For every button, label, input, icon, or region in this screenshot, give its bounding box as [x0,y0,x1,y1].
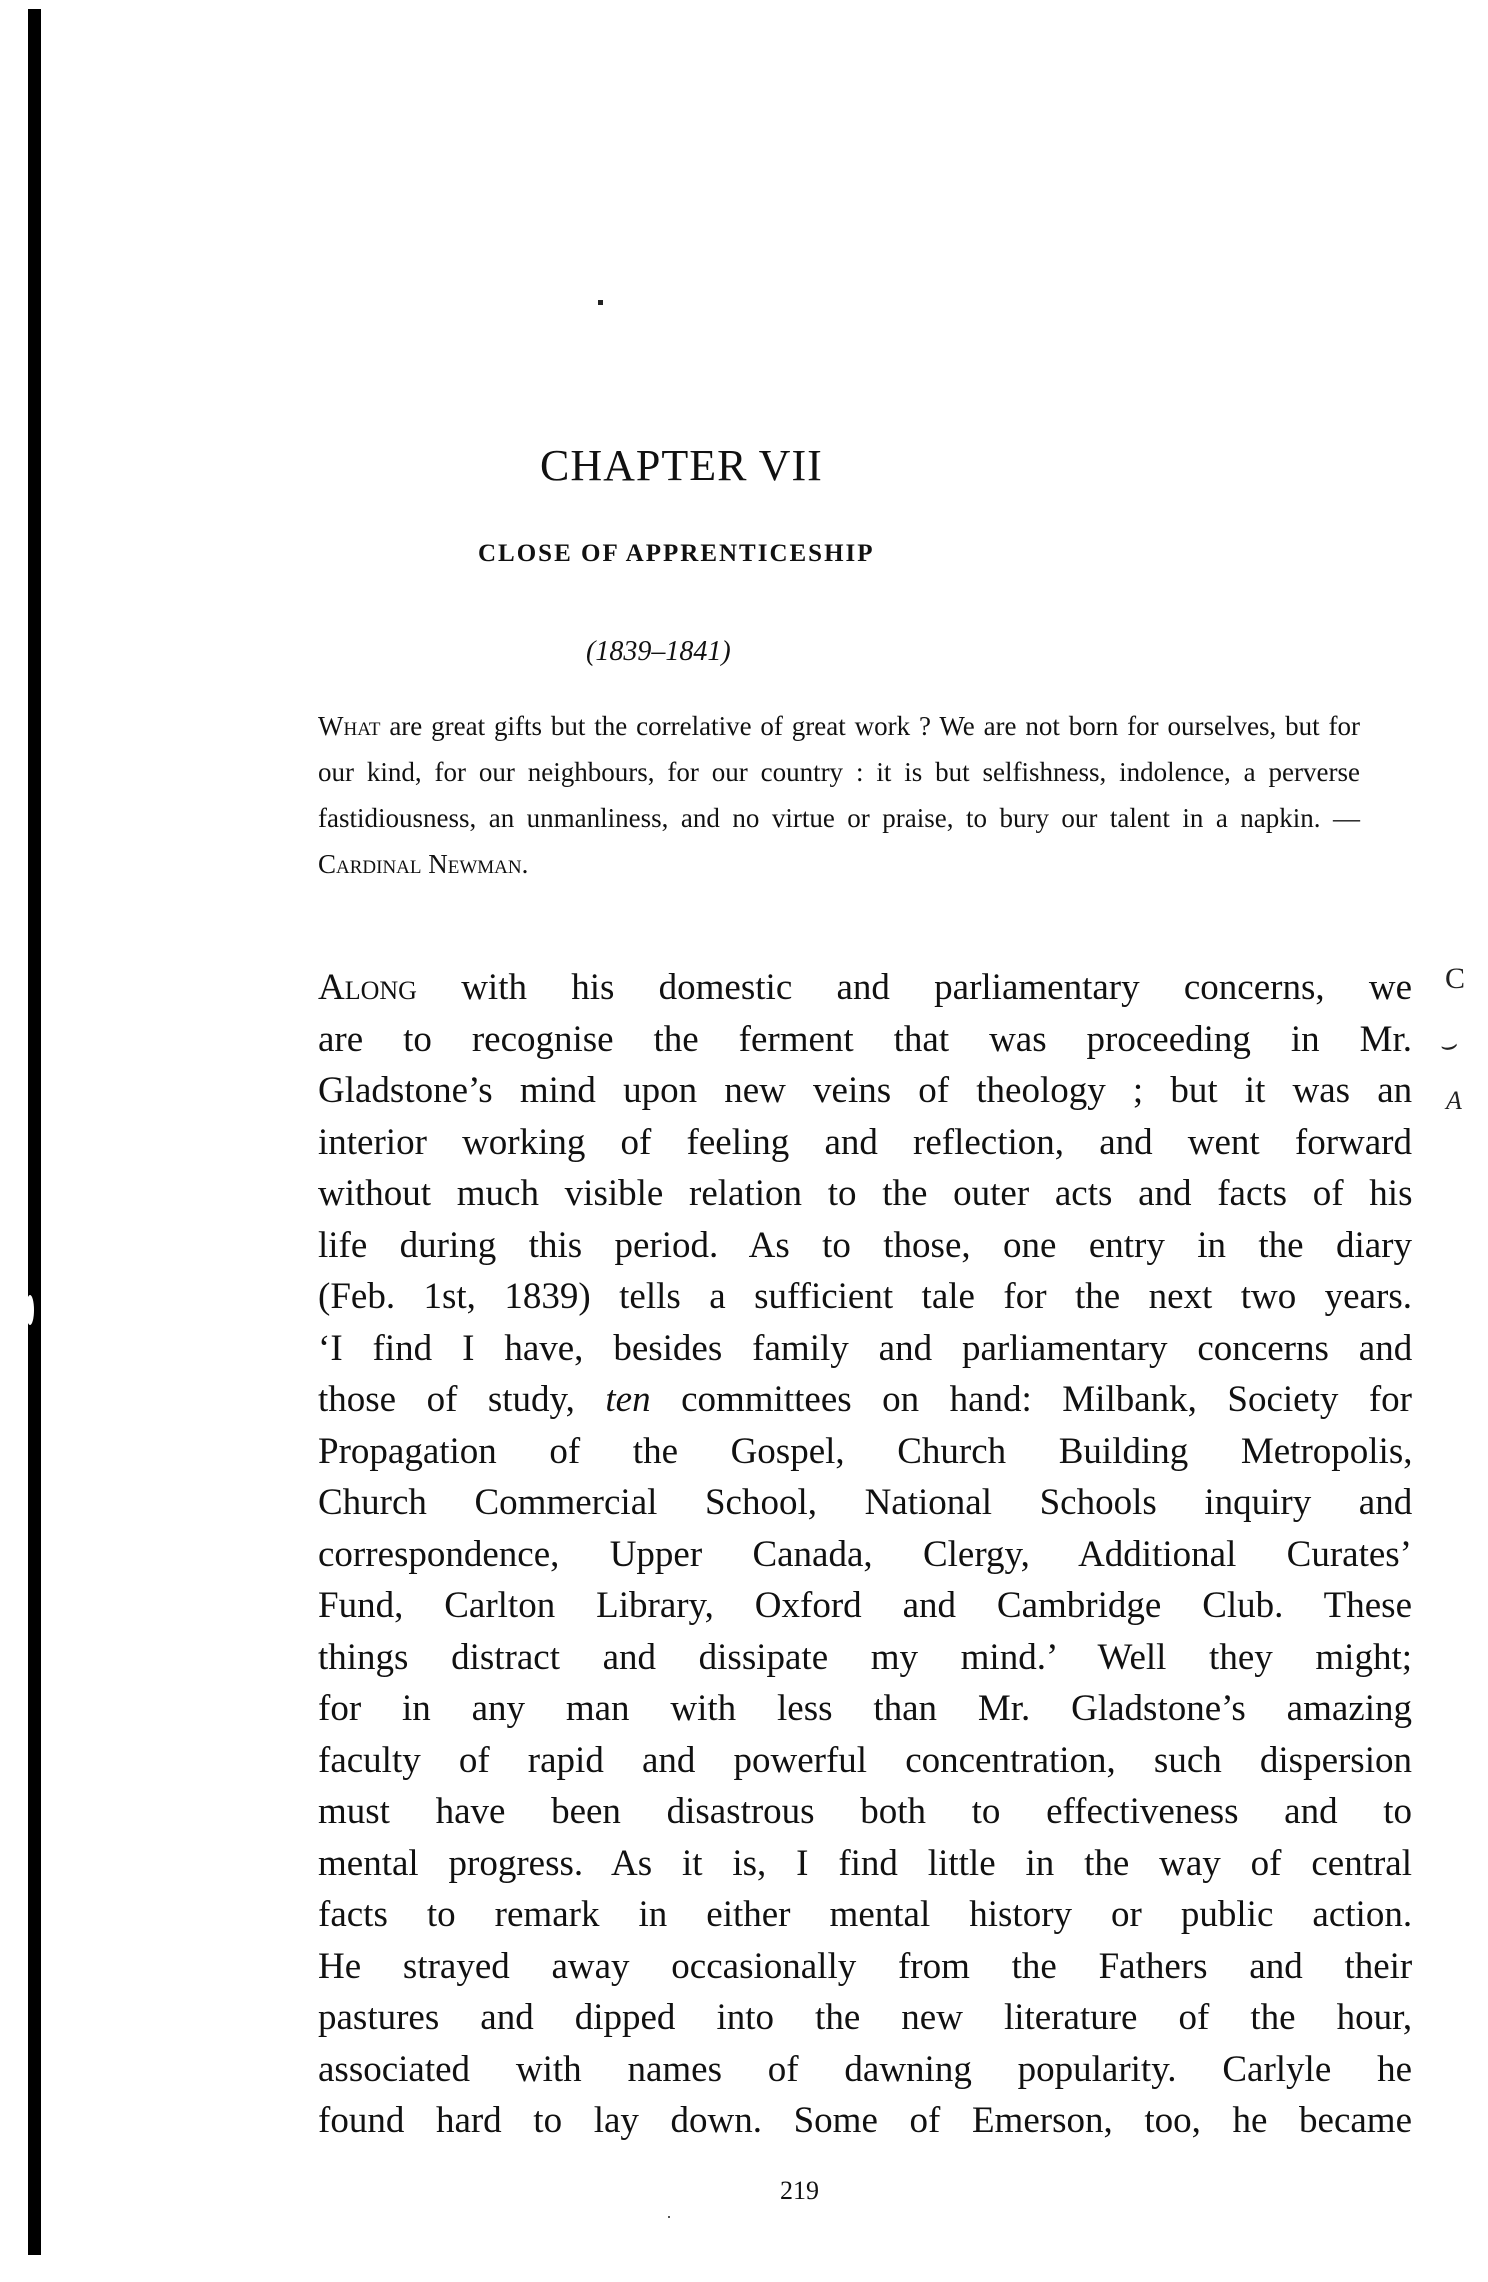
body-line-text: are to recognise the ferment that was proceeding in Mr. [318,1018,1412,1060]
body-line [318,1271,1412,1323]
ink-speck [668,2216,670,2218]
body-line-text: interior working of feeling and reflection, and went forward [318,1121,1412,1163]
margin-note: ⌣ [1437,1028,1461,1063]
body-line [318,1941,1412,1993]
emphasis: ten [605,1379,651,1420]
body-line [318,1838,1412,1890]
body-line [318,962,1412,1014]
binding-edge [28,9,41,2255]
body-line-text: committees on hand: Milbank, Society for [650,1379,1412,1420]
body-line-text: pastures and dipped into the new literature of the hour, [318,1997,1413,2038]
body-line [318,1786,1412,1838]
body-line [318,1168,1412,1220]
body-text [318,962,1412,2147]
margin-note: A [1446,1086,1462,1115]
body-line-text: Gladstone’s mind upon new veins of theology ; but it was an [318,1070,1413,1111]
epigraph-attribution: Cardinal Newman. [318,849,529,879]
body-line-text: for in any man with less than Mr. Gladstone’s amazing [318,1688,1412,1729]
body-line [318,2044,1412,2096]
page-number: 219 [780,2176,819,2205]
body-line-text: with his domestic and parliamentary concerns, we [416,967,1412,1008]
body-line [318,1220,1412,1272]
body-line-text: things distract and dissipate my mind.’ Well they might; [318,1636,1412,1678]
body-line [318,1529,1412,1581]
epigraph [318,703,1360,887]
body-line-text: life during this period. As to those, one entry in the diary [318,1224,1412,1266]
body-line-text: Propagation of the Gospel, Church Building Metropolis, [318,1430,1413,1472]
body-line-text: faculty of rapid and powerful concentration, such dispersion [318,1739,1412,1781]
ink-speck [598,300,603,305]
body-line [318,1323,1412,1375]
body-line-text: facts to remark in either mental history or public action. [318,1894,1413,1935]
body-line-text: found hard to lay down. Some of Emerson, too, he became [318,2100,1412,2141]
body-line-text: associated with names of dawning popularity. Carlyle he [318,2048,1412,2090]
body-line-text: must have been disastrous both to effectiveness and to [318,1791,1412,1832]
body-line [318,1426,1412,1478]
body-line [318,2095,1412,2147]
binding-nick [26,1295,34,1325]
body-lead: Along [318,967,417,1008]
epigraph-lead: What [318,711,381,741]
body-line [318,1065,1412,1117]
body-line [318,1992,1412,2044]
body-line [318,1477,1412,1529]
body-line [318,1632,1412,1684]
body-line [318,1014,1412,1066]
body-line [318,1580,1412,1632]
body-line [318,1117,1412,1169]
body-line [318,1889,1412,1941]
margin-note: C [1445,962,1466,995]
epigraph-text: are great gifts but the correlative of great work ? We are not born for ourselves, but for our kind, for our neighbours, for our country : it is but selfishness, indolence, a perverse fastidiousness, an unmanliness, and no virtue or praise, to bury our talent in a napkin. — [318,711,1360,833]
body-line-text: mental progress. As it is, I find little in the way of central [318,1842,1412,1884]
body-line [318,1683,1412,1735]
body-line-text: correspondence, Upper Canada, Clergy, Additional Curates’ [318,1533,1412,1575]
body-line-text: those of study, [318,1379,606,1420]
body-line-text: ‘I find I have, besides family and parliamentary concerns and [318,1327,1413,1369]
body-line-text: Fund, Carlton Library, Oxford and Cambridge Club. These [318,1585,1412,1626]
body-line-text: without much visible relation to the outer acts and facts of his [318,1173,1413,1214]
chapter-dates: (1839–1841) [586,636,731,667]
chapter-title: CHAPTER VII [540,441,823,490]
body-line-text: Church Commercial School, National Schools inquiry and [318,1482,1413,1523]
body-line [318,1374,1412,1426]
chapter-subtitle: CLOSE OF APPRENTICESHIP [478,540,875,567]
body-line [318,1735,1412,1787]
body-line-text: (Feb. 1st, 1839) tells a sufficient tale for the next two years. [318,1276,1412,1317]
body-line-text: He strayed away occasionally from the Fathers and their [318,1945,1413,1987]
